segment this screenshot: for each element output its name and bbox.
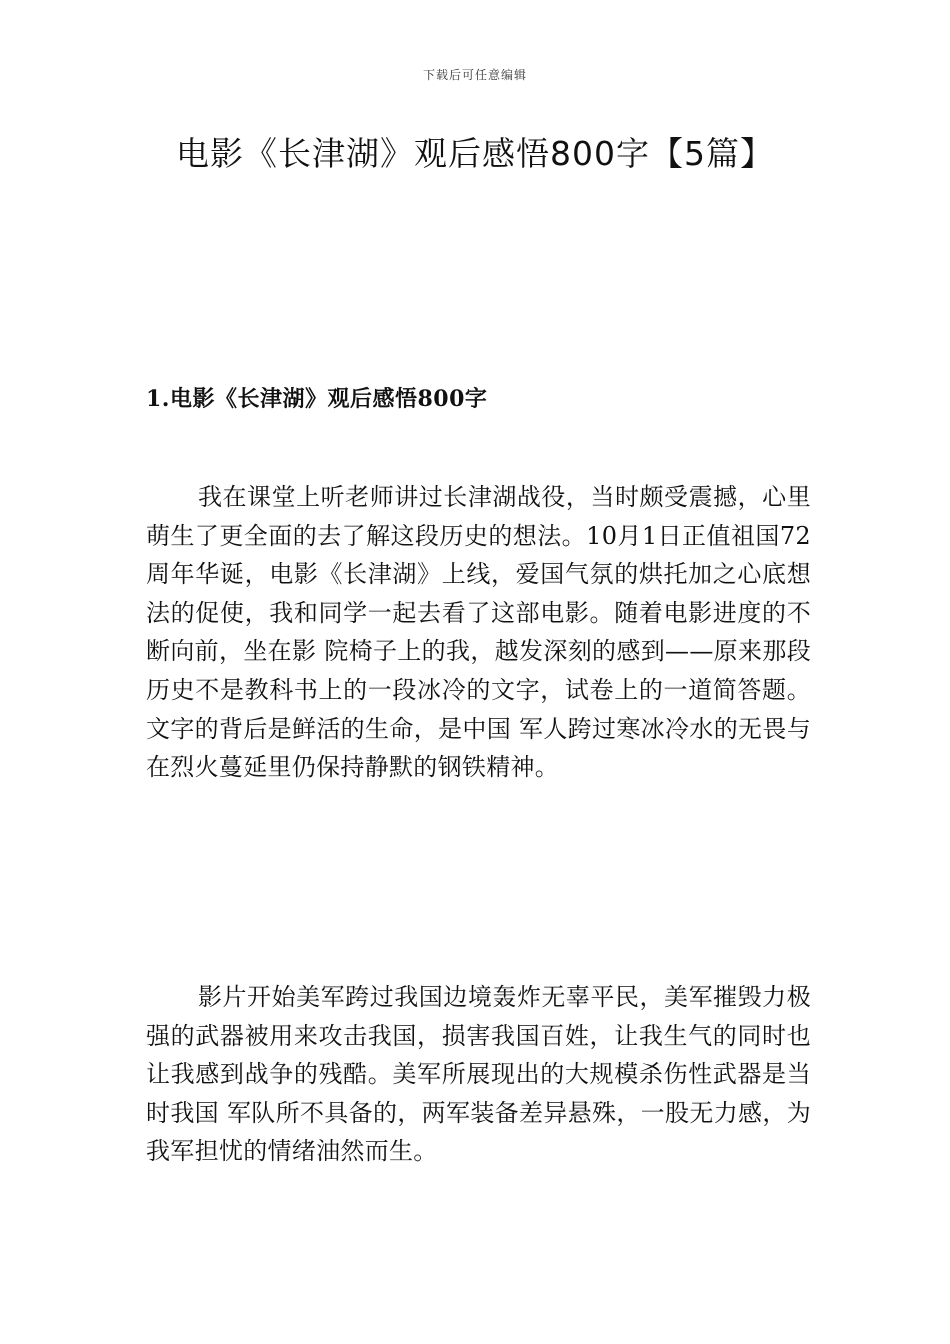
document-title: 电影《长津湖》观后感悟800字【5篇】 <box>176 134 774 173</box>
body-paragraph: 我在课堂上听老师讲过长津湖战役，当时颇受震撼，心里萌生了更全面的去了解这段历史的想法。10月1日正值祖国72周年华诞，电影《长津湖》上线，爱国气氛的烘托加之心底想法的促使，我和同学一起去看了这部电影。随着电影进度的不断向前，坐在影 院椅子上的我，越发深刻的感到——原来那段历史不是教科书上的一段冰冷的文字，试卷上的一道简答题。文字的背后是鲜活的生命，是中国 军人跨过寒冰冷水的无畏与在烈火蔓延里仍保持静默的钢铁精神。 <box>146 483 811 782</box>
body-paragraph: 影片开始美军跨过我国边境轰炸无辜平民，美军摧毁力极强的武器被用来攻击我国，损害我国百姓，让我生气的同时也让我感到战争的残酷。美军所展现出的大规模杀伤性武器是当时我国 军队所不具备的，两军装备差异悬殊，一股无力感，为我军担忧的情绪油然而生。 <box>146 983 811 1166</box>
header-note: 下载后可任意编辑 <box>422 68 527 82</box>
section-heading: 1.电影《长津湖》观后感悟800字 <box>146 386 488 412</box>
